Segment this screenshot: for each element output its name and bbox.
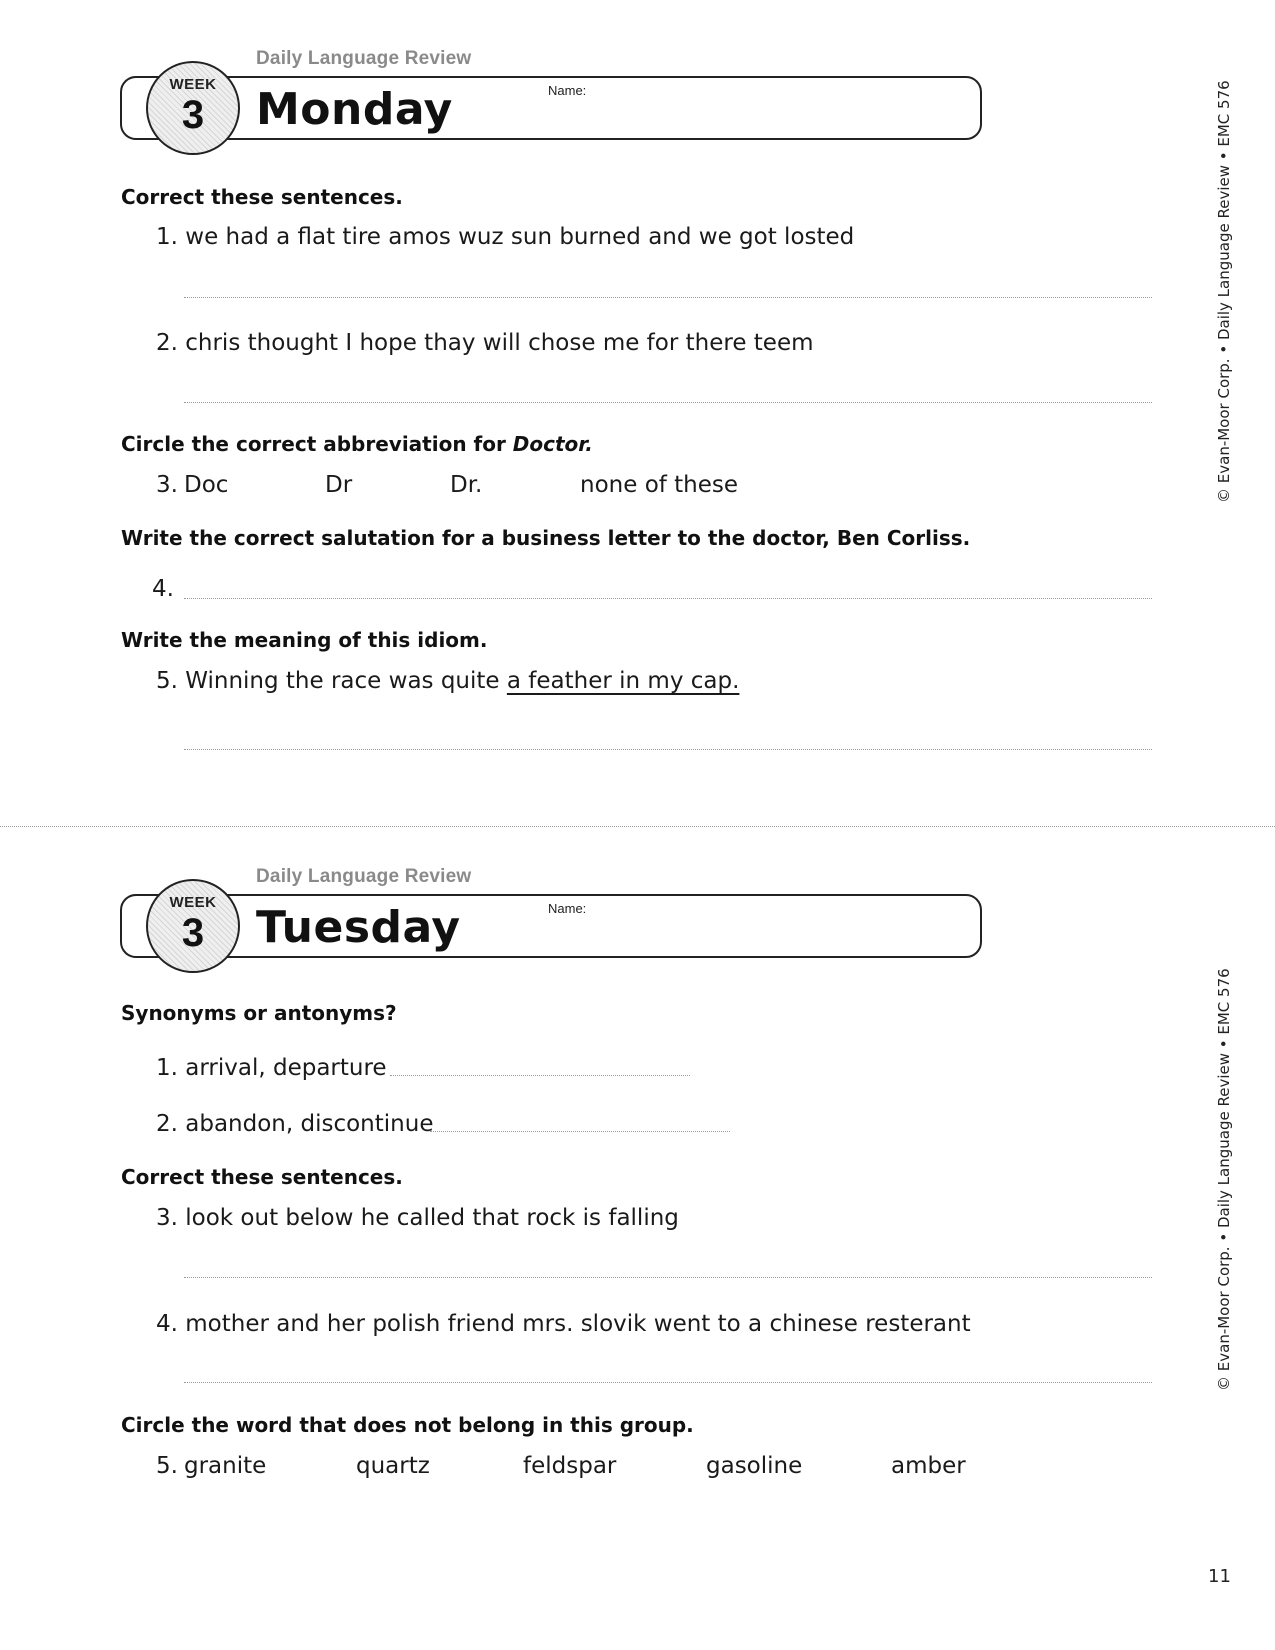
idiom-phrase: a feather in my cap. [506, 668, 740, 694]
instruction: Correct these sentences. [121, 185, 403, 209]
answer-line[interactable] [184, 1382, 1152, 1383]
week-badge [146, 879, 240, 973]
choice-option[interactable]: Dr. [450, 472, 483, 498]
instruction: Synonyms or antonyms? [121, 1001, 397, 1025]
exercise-item: 1. we had a flat tire amos wuz sun burned and we got losted [156, 224, 855, 250]
exercise-item: 2. abandon, discontinue [156, 1111, 434, 1137]
answer-line[interactable] [430, 1131, 730, 1132]
instruction [121, 432, 593, 456]
word-option[interactable]: quartz [356, 1453, 430, 1479]
instruction-emphasis: Doctor. [512, 432, 593, 456]
instruction: Write the correct salutation for a business letter to the doctor, Ben Corliss. [121, 526, 971, 550]
cut-line [0, 826, 1275, 827]
word-option[interactable]: feldspar [523, 1453, 617, 1479]
week-badge [146, 61, 240, 155]
choice-option[interactable]: Dr [325, 472, 353, 498]
week-number: 3 [181, 93, 205, 137]
instruction: Circle the word that does not belong in this group. [121, 1413, 694, 1437]
item-number: 4. [152, 576, 174, 602]
exercise-item: 1. arrival, departure [156, 1055, 387, 1081]
exercise-item: 4. mother and her polish friend mrs. slovik went to a chinese resterant [156, 1311, 971, 1337]
series-title: Daily Language Review [256, 866, 472, 887]
exercise-item: 3. look out below he called that rock is falling [156, 1205, 679, 1231]
page-number: 11 [1208, 1566, 1231, 1587]
instruction-text: Circle the correct abbreviation for [121, 432, 513, 456]
word-option[interactable]: gasoline [706, 1453, 803, 1479]
word-option[interactable]: granite [184, 1453, 267, 1479]
answer-line[interactable] [184, 598, 1152, 599]
week-number: 3 [181, 911, 205, 955]
name-label: Name: [548, 83, 587, 98]
copyright-credit: © Evan-Moor Corp. • Daily Language Review • EMC 576 [1215, 80, 1233, 503]
answer-line[interactable] [184, 297, 1152, 298]
answer-line[interactable] [184, 749, 1152, 750]
item-text: 5. Winning the race was quite [156, 668, 507, 694]
answer-line[interactable] [184, 402, 1152, 403]
item-number: 5. [156, 1453, 178, 1479]
day-title: Monday [256, 84, 453, 135]
word-option[interactable]: amber [891, 1453, 966, 1479]
exercise-item: 2. chris thought I hope thay will chose me for there teem [156, 330, 814, 356]
copyright-credit: © Evan-Moor Corp. • Daily Language Review • EMC 576 [1215, 968, 1233, 1391]
week-label: WEEK [169, 76, 217, 93]
choice-option[interactable]: none of these [580, 472, 739, 498]
series-title: Daily Language Review [256, 48, 472, 69]
week-label: WEEK [169, 894, 217, 911]
answer-line[interactable] [184, 1277, 1152, 1278]
instruction: Correct these sentences. [121, 1165, 403, 1189]
answer-line[interactable] [390, 1075, 690, 1076]
choice-option[interactable]: Doc [184, 472, 229, 498]
instruction: Write the meaning of this idiom. [121, 628, 488, 652]
item-number: 3. [156, 472, 178, 498]
exercise-item [156, 668, 739, 694]
name-label: Name: [548, 901, 587, 916]
day-title: Tuesday [256, 902, 461, 953]
